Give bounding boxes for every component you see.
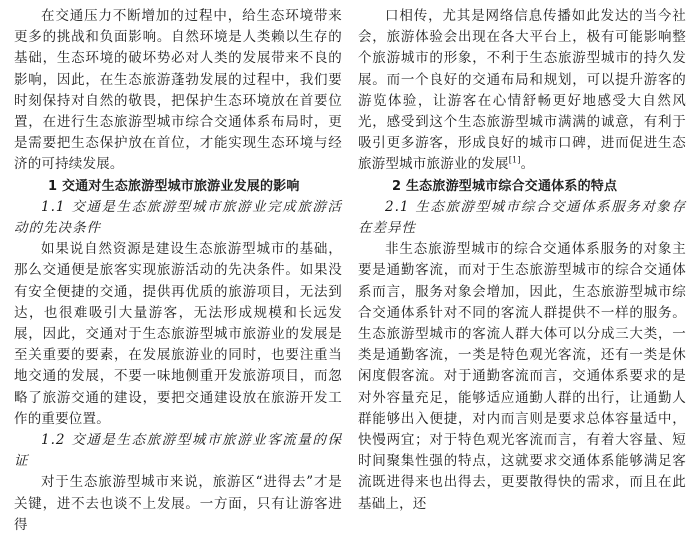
subsection-heading: 1.1 交通是生态旅游型城市旅游业完成旅游活动的先决条件 [14,198,342,237]
paragraph: 在交通压力不断增加的过程中，给生态环境带来更多的挑战和负面影响。自然环境是人类赖以生存的基础，生态环境的破坏势必对人类的发展带来不良的影响，因此，在生态旅游蓬勃发展的过程中，我们要时刻保持对自然的敬畏，把保护生态环境放在首要位置，在进行生态旅游型城市综合交通体系布局时，更是需要把生态保护放在首位，才能实现生态环境与经济的可持续发展。 [14,8,342,173]
citation-marker[interactable]: [1] [508,155,521,165]
subsection-heading: 2.1 生态旅游型城市综合交通体系服务对象存在差异性 [358,198,686,237]
section-heading: 2 生态旅游型城市综合交通体系的特点 [392,178,618,194]
paragraph: 如果说自然资源是建设生态旅游型城市的基础，那么交通便是旅客实现旅游活动的先决条件。如果没有安全便捷的交通，提供再优质的旅游项目，无法到达，也很难吸引大量游客，无法形成规模和长远发展，因此，交通对于生态旅游型城市旅游业的发展是至关重要的要素，在发展旅游业的同时，也要注重当地交通的发展，不要一味地侧重开发旅游项目，而忽略了旅游交通的建设，要把交通建设放在旅游开发工作的重要位置。 [14,241,342,427]
paragraph: 非生态旅游型城市的综合交通体系服务的对象主要是通勤客流，而对于生态旅游型城市的综合交通体系而言，服务对象会增加，因此，生态旅游型城市综合交通体系针对不同的客流人群提供不一样的服务。生态旅游型城市的客流人群大体可以分成三大类，一类是通勤客流，一类是特色观光客流，还有一类是休闲度假客流。对于通勤客流而言，交通体系要求的是对外容量充足，能够适应通勤人群的出行，让通勤人群能够出入便捷，对内而言则是要求总体容量适中，快慢两宜；对于特色观光客流而言，有着大容量、短时间聚集性强的特点，这就要求交通体系能够满足客流既进得来也出得去，更要散得快的需求，而且在此基础上，还 [358,241,686,512]
right-column [358,6,686,515]
subsection-heading: 1.2 交通是生态旅游型城市旅游业客流量的保证 [14,432,342,470]
paragraph: 对于生态旅游型城市来说，旅游区“进得去”才是关键，进不去也谈不上发展。一方面，只有让游客进得 [14,474,342,533]
paragraph-text: 口相传，尤其是网络信息传播如此发达的当今社会，旅游体验会出现在各大平台上，极有可能影响整个旅游城市的形象，不利于生态旅游型城市的持久发展。而一个良好的交通布局和规划，可以提升游客的游览体验，让游客在心情舒畅更好地感受大自然风光，感受到这个生态旅游型城市满满的诚意，有利于吸引更多游客，形成良好的城市口碑，进而促进生态旅游型城市旅游业的发展 [358,8,686,173]
section-heading: 1 交通对生态旅游型城市旅游业发展的影响 [48,178,300,194]
left-column [14,6,342,536]
paragraph-end: 。 [520,156,535,173]
paragraph [358,6,686,176]
